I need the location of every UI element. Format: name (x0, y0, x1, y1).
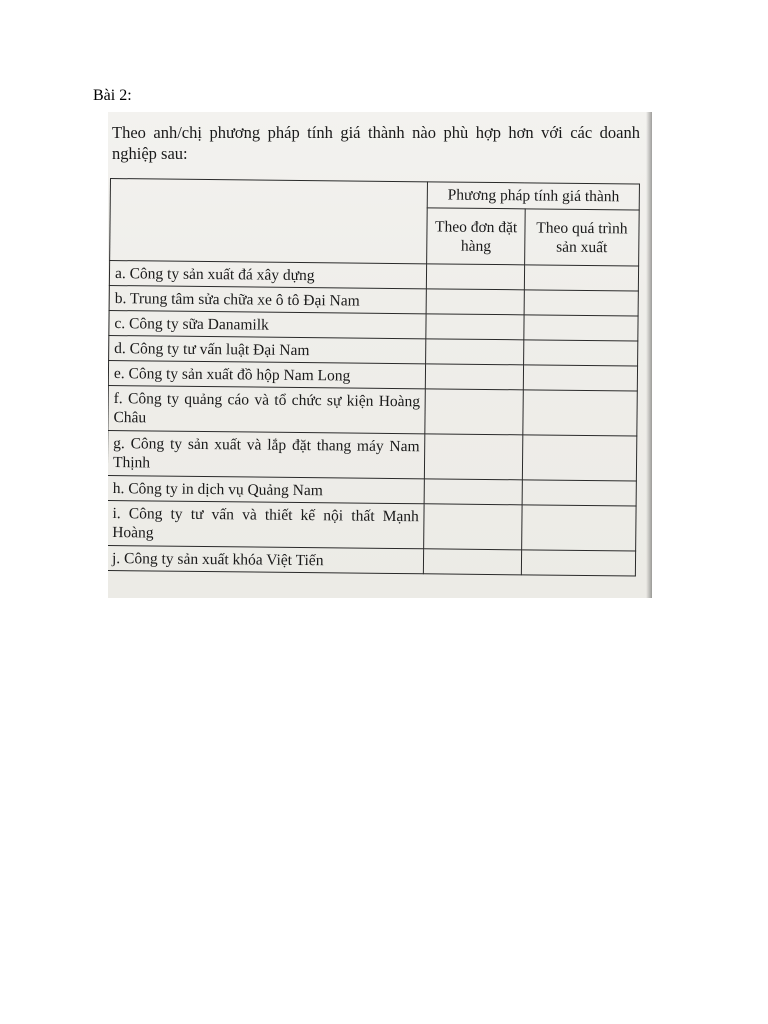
job-order-cell (426, 314, 524, 340)
job-order-cell (426, 339, 524, 365)
table-row (108, 430, 637, 481)
costing-method-table-wrapper (108, 178, 640, 577)
job-order-cell (424, 504, 522, 550)
company-cell: d. Công ty tư vấn luật Đại Nam (109, 335, 427, 363)
company-cell: h. Công ty in dịch vụ Quảng Nam (108, 475, 425, 503)
table-row (108, 500, 636, 551)
exercise-label: Bài 2: (93, 87, 132, 104)
job-order-cell (425, 389, 523, 435)
header-process-costing: Theo quá trình sản xuất (525, 209, 640, 266)
header-job-order: Theo đơn đặt hàng (427, 208, 525, 265)
company-cell: b. Trung tâm sửa chữa xe ô tô Đại Nam (109, 285, 427, 313)
company-cell: j. Công ty sản xuất khóa Việt Tiến (108, 545, 424, 573)
process-cell (524, 290, 638, 316)
question-text: Theo anh/chị phương pháp tính giá thành nào phù hợp hơn với các doanh nghiệp sau: (112, 123, 640, 163)
job-order-cell (427, 264, 525, 290)
table-row (108, 385, 637, 436)
job-order-cell (425, 434, 523, 480)
company-cell: f. Công ty quảng cáo và tổ chức sự kiện Hoàng Châu (108, 385, 426, 433)
job-order-cell (426, 364, 524, 390)
process-cell (522, 480, 636, 506)
job-order-cell (424, 479, 522, 505)
scanned-page-image (108, 112, 652, 598)
costing-method-table (108, 178, 640, 577)
header-blank-cell (110, 179, 428, 264)
process-cell (522, 505, 637, 551)
job-order-cell (424, 549, 522, 575)
process-cell (524, 315, 638, 341)
company-cell: e. Công ty sản xuất đồ hộp Nam Long (108, 360, 426, 388)
company-cell: c. Công ty sữa Danamilk (109, 310, 427, 338)
process-cell (523, 340, 637, 366)
process-cell (523, 390, 638, 436)
company-cell: g. Công ty sản xuất và lắp đặt thang máy Nam Thịnh (108, 430, 425, 478)
job-order-cell (426, 289, 524, 315)
process-cell (522, 435, 637, 481)
process-cell (524, 265, 638, 291)
header-costing-method: Phương pháp tính giá thành (428, 182, 640, 210)
company-cell: a. Công ty sản xuất đá xây dựng (109, 261, 427, 289)
table-row (108, 545, 636, 576)
process-cell (523, 365, 637, 391)
company-cell: i. Công ty tư vấn và thiết kế nội thất Mạnh Hoàng (108, 500, 424, 548)
process-cell (521, 550, 635, 576)
